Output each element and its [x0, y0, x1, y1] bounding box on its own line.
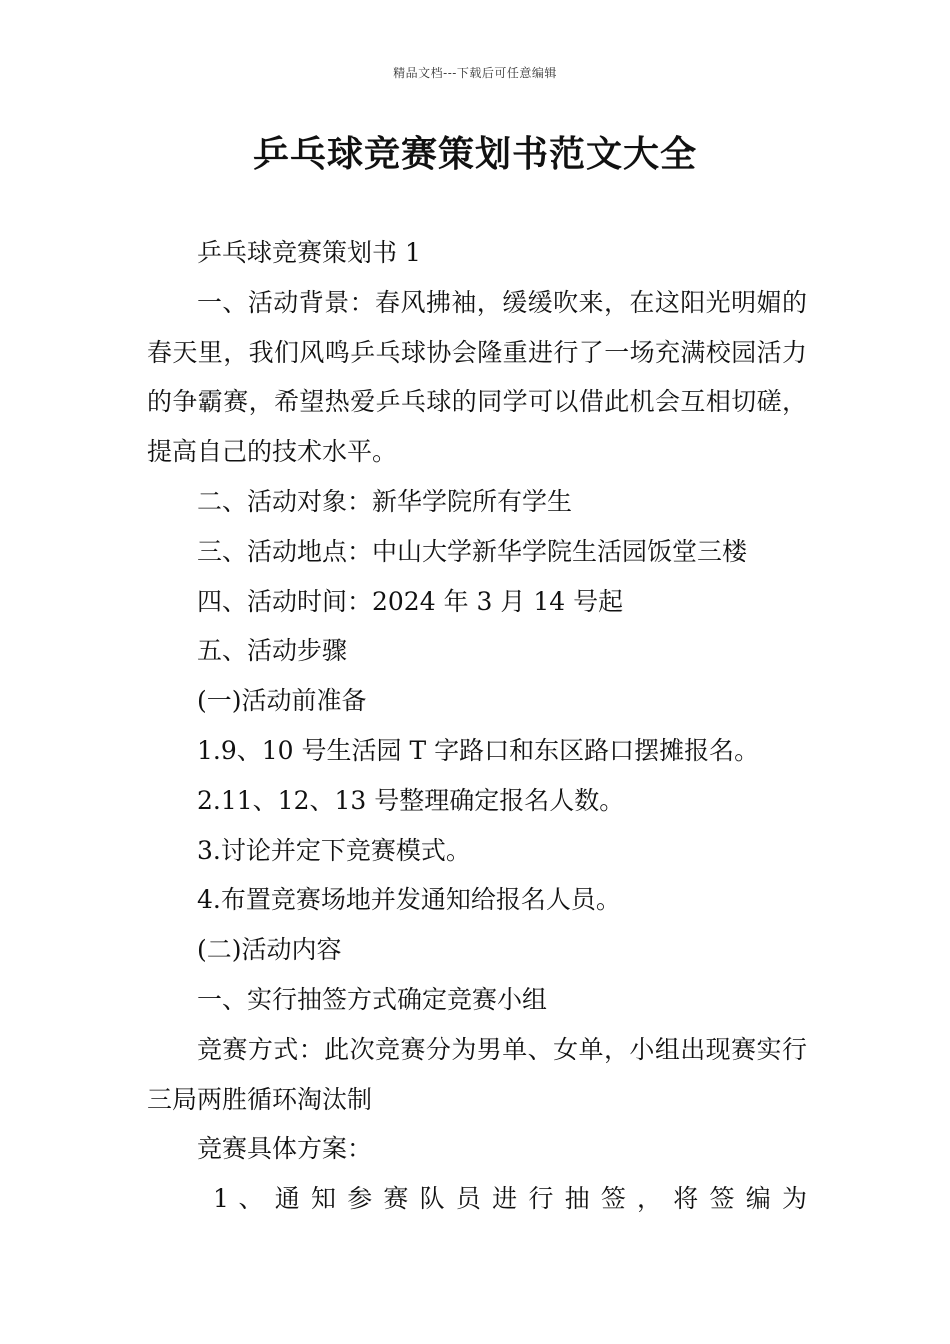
- paragraph-competition-format: 竞赛方式：此次竞赛分为男单、女单，小组出现赛实行三局两胜循环淘汰制: [147, 1034, 807, 1114]
- paragraph-steps-heading: 五、活动步骤: [197, 636, 348, 666]
- paragraph-prep-item-4: 4.布置竞赛场地并发通知给报名人员。: [197, 885, 621, 915]
- paragraph-prep-item-1: 1.9、10 号生活园 T 字路口和东区路口摆摊报名。: [197, 735, 760, 765]
- paragraph-prep-item-2: 2.11、12、13 号整理确定报名人数。: [197, 785, 625, 815]
- document-title: 乒乓球竞赛策划书范文大全: [252, 134, 697, 175]
- paragraph-plan-item-1: 1 、 通 知 参 赛 队 员 进 行 抽 签 ， 将 签 编 为: [213, 1184, 807, 1214]
- header-note: 精品文档---下载后可任意编辑: [393, 66, 557, 80]
- paragraph-prep-item-3: 3.讨论并定下竞赛模式。: [197, 835, 471, 865]
- document-body: [147, 228, 807, 1224]
- paragraph-subtitle: 乒乓球竞赛策划书 1: [197, 238, 421, 267]
- paragraph-background: 一、活动背景：春风拂袖，缓缓吹来，在这阳光明媚的春天里，我们风鸣乒乓球协会隆重进行了一场充满校园活力的争霸赛，希望热爱乒乓球的同学可以借此机会互相切磋，提高自己的技术水平。: [147, 287, 807, 467]
- paragraph-plan-heading: 竞赛具体方案：: [197, 1134, 373, 1164]
- paragraph-target: 二、活动对象：新华学院所有学生: [197, 486, 573, 516]
- paragraph-time: 四、活动时间：2024 年 3 月 14 号起: [197, 586, 624, 616]
- paragraph-preparation-heading: (一)活动前准备: [197, 686, 367, 716]
- paragraph-content-heading: (二)活动内容: [197, 935, 342, 965]
- paragraph-location: 三、活动地点：中山大学新华学院生活园饭堂三楼: [197, 536, 748, 566]
- paragraph-draw-groups: 一、实行抽签方式确定竞赛小组: [197, 984, 548, 1014]
